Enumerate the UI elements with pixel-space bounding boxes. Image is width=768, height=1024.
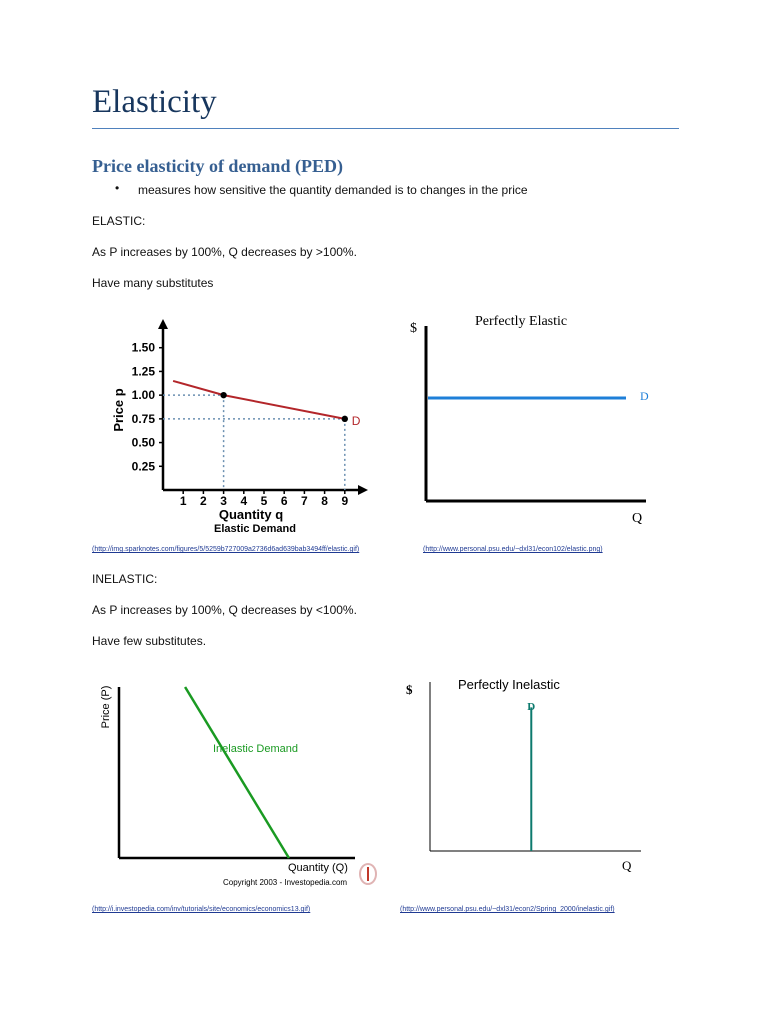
y-axis-label: Price (P) <box>100 685 112 729</box>
x-axis-label: Q <box>632 511 643 526</box>
x-tick-label: 6 <box>280 494 288 508</box>
inelastic-line-1: As P increases by 100%, Q decreases by <100%. <box>92 603 357 617</box>
title-divider <box>92 128 679 129</box>
y-axis-label: $ <box>406 682 413 697</box>
chart-title: Perfectly Elastic <box>475 314 568 329</box>
elastic-source-link-1[interactable]: (http://img.sparknotes.com/figures/5/5259b727009a2736d6ad639bab3494ff/elastic.gif) <box>92 546 360 553</box>
y-tick-label: 1.50 <box>131 340 155 355</box>
document-title: Elasticity <box>92 84 217 120</box>
copyright-caption: Copyright 2003 - Investopedia.com <box>223 878 348 887</box>
y-tick-label: 1.00 <box>131 388 155 403</box>
perfectly-elastic-chart <box>400 308 665 530</box>
x-axis-arrow <box>358 485 368 495</box>
inelastic-source-link-2[interactable]: (http://www.personal.psu.edu/~dxl31/econ2/Spring_2000/inelastic.gif) <box>400 906 615 913</box>
x-tick-label: 9 <box>341 494 349 508</box>
demand-line <box>173 381 345 419</box>
x-tick-label: 4 <box>240 494 248 508</box>
elastic-demand-chart <box>105 315 385 540</box>
x-axis-label: Q <box>622 858 632 873</box>
demand-label: Inelastic Demand <box>213 743 298 755</box>
x-tick-label: 7 <box>301 494 308 508</box>
elastic-label: ELASTIC: <box>92 214 146 228</box>
inelastic-chart-plot <box>100 686 376 887</box>
inelastic-line-2: Have few substitutes. <box>92 634 207 648</box>
demand-label: D <box>527 701 536 713</box>
inelastic-source-link-1[interactable]: (http://i.investopedia.com/inv/tutorials/site/economics/economics13.gif) <box>92 906 311 913</box>
perfectly-inelastic-chart <box>398 672 648 877</box>
x-tick-label: 2 <box>200 494 207 508</box>
x-axis-label: Quantity q <box>218 507 284 522</box>
y-axis-arrow <box>158 319 168 329</box>
x-tick-label: 3 <box>220 494 227 508</box>
y-axis-label: $ <box>410 321 417 336</box>
x-tick-label: 1 <box>179 494 187 508</box>
inelastic-demand-chart <box>95 675 390 890</box>
data-point <box>220 392 226 398</box>
demand-line <box>185 687 289 858</box>
bullet-dot: • <box>115 181 120 195</box>
elastic-chart-plot <box>111 319 368 535</box>
elastic-line-1: As P increases by 100%, Q decreases by >100%. <box>92 245 357 259</box>
demand-label: D <box>640 389 649 403</box>
elastic-line-2: Have many substitutes <box>92 276 214 290</box>
perfectly-elastic-plot <box>410 314 649 526</box>
y-tick-label: 0.75 <box>131 411 155 426</box>
chart-title: Elastic Demand <box>214 523 296 535</box>
bullet-text: measures how sensitive the quantity demanded is to changes in the price <box>138 183 528 197</box>
y-tick-label: 1.25 <box>131 364 155 379</box>
chart-title: Perfectly Inelastic <box>458 677 560 692</box>
demand-label: D <box>351 413 361 428</box>
section-heading: Price elasticity of demand (PED) <box>92 156 343 176</box>
y-tick-label: 0.50 <box>131 435 155 450</box>
inelastic-label: INELASTIC: <box>92 572 158 586</box>
data-point <box>342 416 348 422</box>
perfectly-inelastic-plot <box>406 677 641 873</box>
y-axis-label: Price p <box>111 388 126 432</box>
x-axis-label: Quantity (Q) <box>288 862 348 874</box>
x-tick-label: 8 <box>321 494 328 508</box>
y-tick-label: 0.25 <box>131 459 155 474</box>
x-tick-label: 5 <box>260 494 268 508</box>
elastic-source-link-2[interactable]: (http://www.personal.psu.edu/~dxl31/econ102/elastic.png) <box>423 546 603 553</box>
